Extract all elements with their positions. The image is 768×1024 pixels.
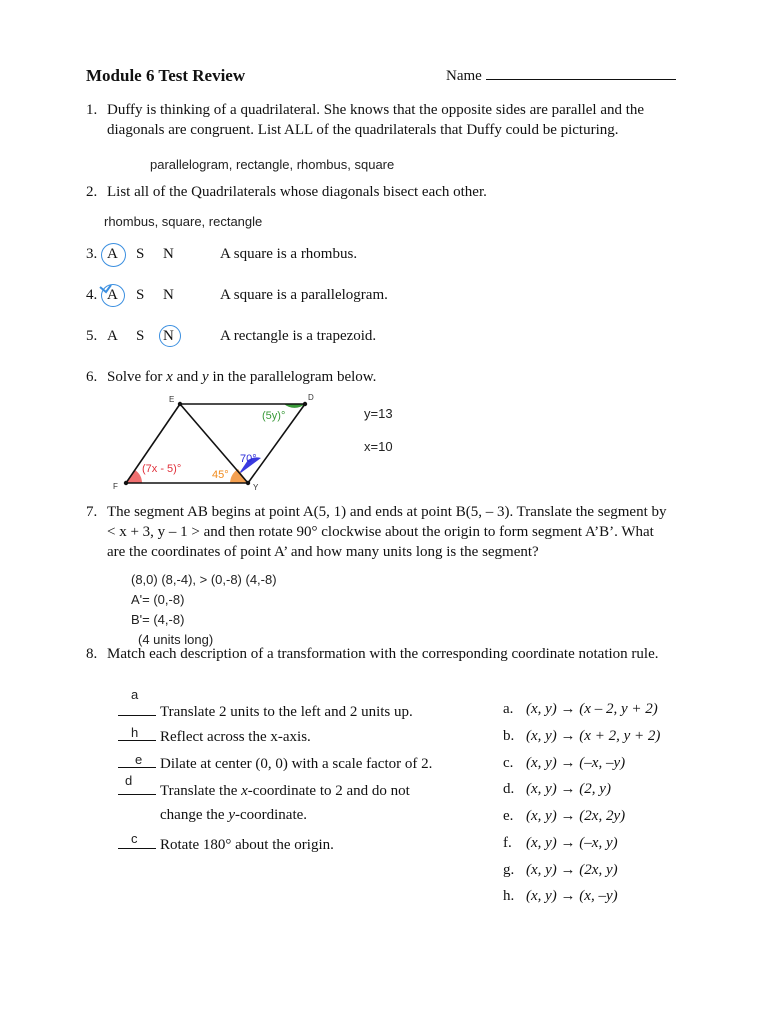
q7-text-line1: The segment AB begins at point A(5, 1) and ends at point B(5, – 3). Translate the segment by [107, 504, 667, 520]
match-answer-1: a [131, 687, 139, 702]
q7-work: (8,0) (8,-4), > (0,-8) (4,-8) [131, 572, 277, 587]
rule-letter-d: d. [503, 781, 515, 797]
name-label: Name [446, 68, 482, 84]
rule-c: (x, y) → (–x, –y) [526, 755, 626, 771]
q3-option-a[interactable]: A [107, 246, 118, 262]
q1-text-line1: Duffy is thinking of a quadrilateral. She knows that the opposite sides are parallel and the [107, 102, 645, 118]
match-item-4-cont: change the y-coordinate. [160, 807, 308, 823]
q2-text: List all of the Quadrilaterals whose diagonals bisect each other. [107, 184, 487, 200]
angle-label-45: 45° [212, 469, 229, 481]
q7-text-line2: < x + 3, y – 1 > and then rotate 90° clockwise about the origin to form segment A’B’. What [107, 524, 654, 540]
match-item-3[interactable]: Dilate at center (0, 0) with a scale factor of 2. [118, 753, 432, 773]
match-item-1[interactable]: Translate 2 units to the left and 2 units up. [118, 701, 413, 721]
match-item-2[interactable]: Reflect across the x-axis. [118, 726, 311, 746]
q6-number: 6. [86, 369, 98, 385]
rule-letter-f: f. [503, 835, 512, 851]
rule-f: (x, y) → (–x, y) [526, 835, 618, 851]
q8-number: 8. [86, 646, 98, 662]
match-item-5[interactable]: Rotate 180° about the origin. [118, 834, 334, 854]
q4-option-a[interactable]: A [107, 287, 118, 303]
q7-b-prime: B'= (4,-8) [131, 612, 185, 627]
name-line [486, 67, 676, 80]
q5-statement: A rectangle is a trapezoid. [220, 328, 377, 344]
q4-option-s[interactable]: S [136, 287, 145, 303]
q2-answer: rhombus, square, rectangle [104, 214, 263, 229]
rule-g: (x, y) → (2x, y) [526, 862, 618, 878]
vertex-label-d: D [308, 393, 314, 402]
rule-letter-b: b. [503, 728, 515, 744]
rule-b: (x, y) → (x + 2, y + 2) [526, 728, 661, 744]
rule-letter-g: g. [503, 862, 515, 878]
q5-option-s[interactable]: S [136, 328, 145, 344]
match-blank[interactable] [118, 780, 156, 795]
page-title: Module 6 Test Review [86, 66, 246, 85]
match-blank[interactable] [118, 726, 156, 741]
match-item-4[interactable]: Translate the x-coordinate to 2 and do not [118, 780, 410, 800]
rule-letter-a: a. [503, 701, 514, 717]
match-blank[interactable] [118, 834, 156, 849]
q6-answer-y: y=13 [364, 406, 393, 421]
rule-letter-e: e. [503, 808, 514, 824]
q1-answer: parallelogram, rectangle, rhombus, square [150, 157, 395, 172]
q4-number: 4. [86, 287, 98, 303]
q5-number: 5. [86, 328, 98, 344]
angle-label-5y: (5y)° [262, 410, 286, 422]
rule-d: (x, y) → (2, y) [526, 781, 611, 797]
vertex-label-y: Y [253, 483, 259, 492]
rule-h: (x, y) → (x, –y) [526, 888, 618, 904]
angle-label-70: 70° [240, 453, 257, 465]
q1-text-line2: diagonals are congruent. List ALL of the quadrilaterals that Duffy could be picturing. [107, 122, 619, 138]
match-blank[interactable] [118, 701, 156, 716]
rule-letter-c: c. [503, 755, 514, 771]
q6-text: Solve for x and y in the parallelogram below. [107, 369, 377, 385]
q7-text-line3: are the coordinates of point A’ and how many units long is the segment? [107, 544, 539, 560]
vertex-label-f: F [113, 482, 118, 491]
q4-option-n[interactable]: N [163, 287, 174, 303]
q7-length: (4 units long) [138, 632, 214, 647]
q3-option-n[interactable]: N [163, 246, 174, 262]
q3-number: 3. [86, 246, 98, 262]
match-blank[interactable] [118, 753, 156, 768]
q8-text: Match each description of a transformation with the corresponding coordinate notation rule. [107, 646, 659, 662]
rule-letter-h: h. [503, 888, 515, 904]
vertex-label-e: E [169, 395, 175, 404]
q1-number: 1. [86, 102, 98, 118]
name-field[interactable] [446, 67, 676, 85]
rule-a: (x, y) → (x – 2, y + 2) [526, 701, 658, 717]
q5-option-n[interactable]: N [163, 328, 174, 344]
q6-answer-x: x=10 [364, 439, 393, 454]
match-answer-4: d [125, 773, 133, 788]
q3-option-s[interactable]: S [136, 246, 145, 262]
q7-number: 7. [86, 504, 98, 520]
q3-statement: A square is a rhombus. [220, 246, 358, 262]
q2-number: 2. [86, 184, 98, 200]
rule-e: (x, y) → (2x, 2y) [526, 808, 626, 824]
q5-option-a[interactable]: A [107, 328, 118, 344]
match-answer-3: e [135, 752, 143, 767]
parallelogram-diagram [110, 390, 340, 494]
match-answer-2: h [131, 725, 139, 740]
match-answer-5: c [131, 831, 138, 846]
angle-label-7x: (7x - 5)° [142, 463, 182, 475]
q7-a-prime: A'= (0,-8) [131, 592, 185, 607]
q4-statement: A square is a parallelogram. [220, 287, 388, 303]
